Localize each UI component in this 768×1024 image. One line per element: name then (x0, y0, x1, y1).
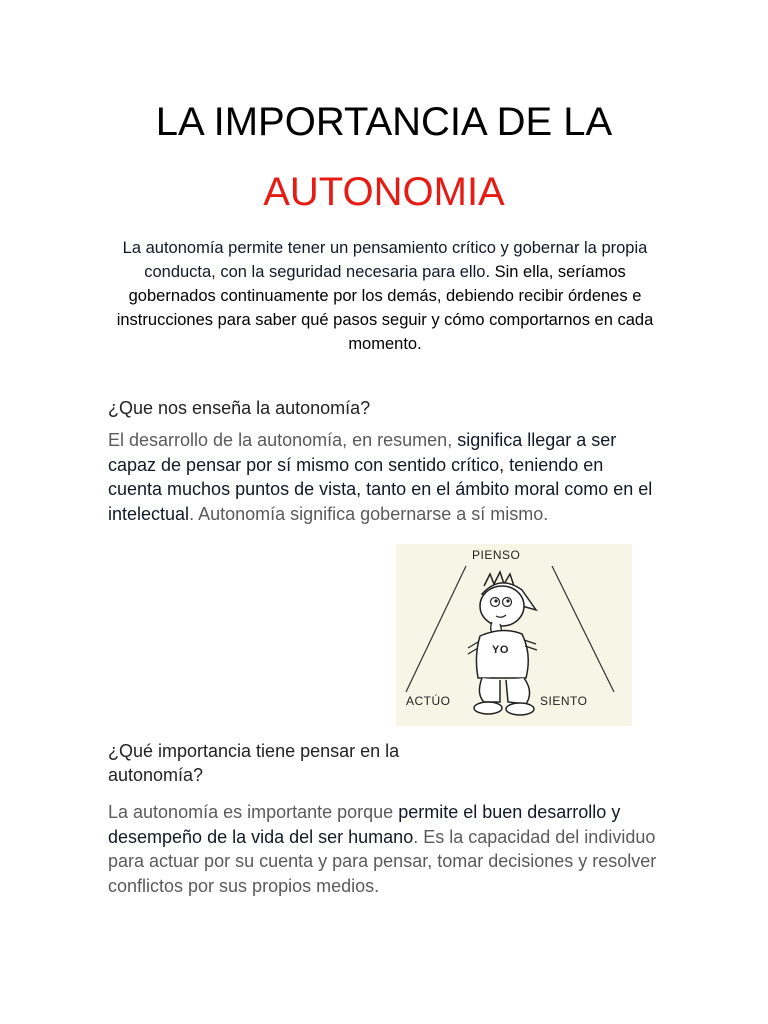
section1-question: ¿Que nos enseña la autonomía? (108, 398, 371, 418)
label-siento: SIENTO (540, 694, 588, 708)
section2-paragraph (108, 800, 668, 898)
autonomy-illustration (396, 544, 632, 726)
intro-paragraph (105, 236, 665, 356)
label-yo: YO (492, 644, 509, 656)
section1-text-c: . Autonomía significa gobernarse a sí mismo. (189, 503, 549, 524)
section1-paragraph (108, 428, 658, 526)
section2-highlight: permite el buen desarrollo y desempeño de la vida del ser humano (108, 802, 621, 847)
intro-rest: Sin ella, seríamos gobernados continuamente por los demás, debiendo recibir órdenes e instrucciones para saber qué pasos seguir y cómo comportarnos en cada momento. (116, 263, 654, 353)
section2-text-a: La autonomía es importante porque (108, 802, 399, 822)
page-title: LA IMPORTANCIA DE LA (155, 100, 613, 144)
section1-highlight: significa llegar a ser capaz de pensar por sí mismo con sentido crítico, teniendo en cuenta muchos puntos de vista, tanto en el ámbito moral como en el intelectual (108, 430, 653, 524)
section2-question: ¿Qué importancia tiene pensar en la autonomía? (108, 741, 400, 785)
intro-highlight: La autonomía permite tener un pensamiento crítico y gobernar la propia conducta, con la seguridad necesaria para ello. (122, 239, 648, 281)
page-subtitle: AUTONOMIA (263, 170, 505, 214)
section2-text-c: . Es la capacidad del individuo para actuar por su cuenta y para pensar, tomar decisiones y resolver conflictos por sus propios medios. (108, 826, 657, 896)
section1-text-a: El desarrollo de la autonomía, en resumen, (108, 430, 458, 450)
label-actuo: ACTÚO (406, 694, 451, 708)
label-pienso: PIENSO (472, 548, 521, 562)
